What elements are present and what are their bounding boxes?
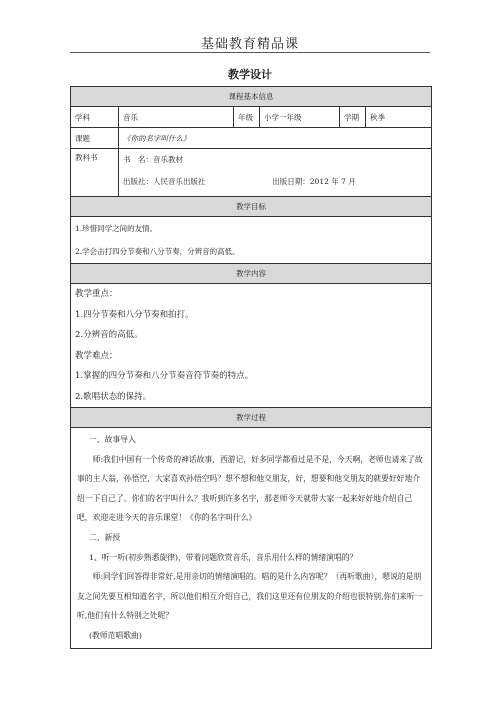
topic-value: 《你的名字叫什么》	[119, 128, 432, 149]
grade-label: 年级	[234, 107, 260, 128]
process-body	[71, 428, 432, 649]
key-point-item: 1.四分节奏和八分节奏和拍打。	[75, 309, 194, 320]
document-title: 教学设计	[228, 68, 272, 81]
objective-item: 2.学会击打四分节奏和八分节奏，分辨音的高低。	[75, 247, 240, 256]
textbook-info	[119, 149, 432, 197]
lesson-plan-table	[70, 86, 432, 649]
part1-title: 一、故事导入	[89, 435, 136, 444]
publish-date: 出版日期：2012 年 7 月	[272, 177, 356, 186]
section-content: 教学内容	[71, 264, 432, 284]
term-value: 秋季	[366, 107, 432, 128]
part1-text: 师:我们中国有一个传奇的神话故事，西游记，好多同学都看过是不是，今天啊，老师也请来了故事的主人翁，孙悟空，大家喜欢孙悟空吗？想不想和他交朋友，好，想要和他交朋友的就要好好地介绍一下自己了。你们的名字叫什么？我听到许多名字，那老师今天就带大家一起来好好地介绍自己吧，欢迎走进今天的音乐课堂！《你的名字叫什么》	[77, 454, 423, 523]
content-body	[71, 284, 432, 408]
demo-note: (教师范唱歌曲)	[89, 630, 142, 640]
textbook-label: 教科书	[71, 149, 119, 197]
book-meta	[123, 171, 427, 193]
subject-value: 音乐	[119, 107, 234, 128]
page-header-title: 基础教育精品课	[200, 37, 299, 52]
section-objectives: 教学目标	[71, 197, 432, 217]
topic-label: 课题	[71, 128, 119, 149]
step1-text: 师:同学们回答得非常好,是用亲切的情绪演唱的。唱的是什么内容呢？（再听歌曲），嗯说的是朋友之间先要互相知道名字，所以他们相互介绍自己，我们这里还有位朋友的介绍也很特别,你们来听一听,他们有什么特别之处呢？	[77, 572, 423, 621]
objectives-body	[71, 217, 432, 264]
book-name: 书 名：音乐教材	[123, 155, 183, 164]
header-divider	[70, 52, 430, 53]
key-point-item: 2.分辨音的高低。	[75, 330, 143, 340]
objective-item: 1.珍惜同学之间的友情。	[75, 224, 158, 233]
section-basic-info: 课程基本信息	[71, 87, 432, 107]
subject-label: 学科	[71, 107, 119, 128]
term-label: 学期	[340, 107, 366, 128]
publisher: 出版社：人民音乐出版社	[123, 177, 206, 186]
difficulty-item: 1.掌握的四分节奏和八分节奏音符节奏的特点。	[75, 371, 254, 381]
key-points-label: 教学重点：	[75, 289, 118, 299]
grade-value: 小学一年级	[260, 107, 340, 128]
step1-title: 1、听一听(初步熟悉旋律)，带着问题欣赏音乐，音乐用什么样的情绪演唱的？	[89, 552, 358, 562]
section-process: 教学过程	[71, 408, 432, 428]
difficulty-label: 教学难点：	[75, 350, 118, 361]
difficulty-item: 2.歌唱状态的保持。	[75, 391, 152, 402]
part2-title: 二、新授	[89, 532, 121, 542]
